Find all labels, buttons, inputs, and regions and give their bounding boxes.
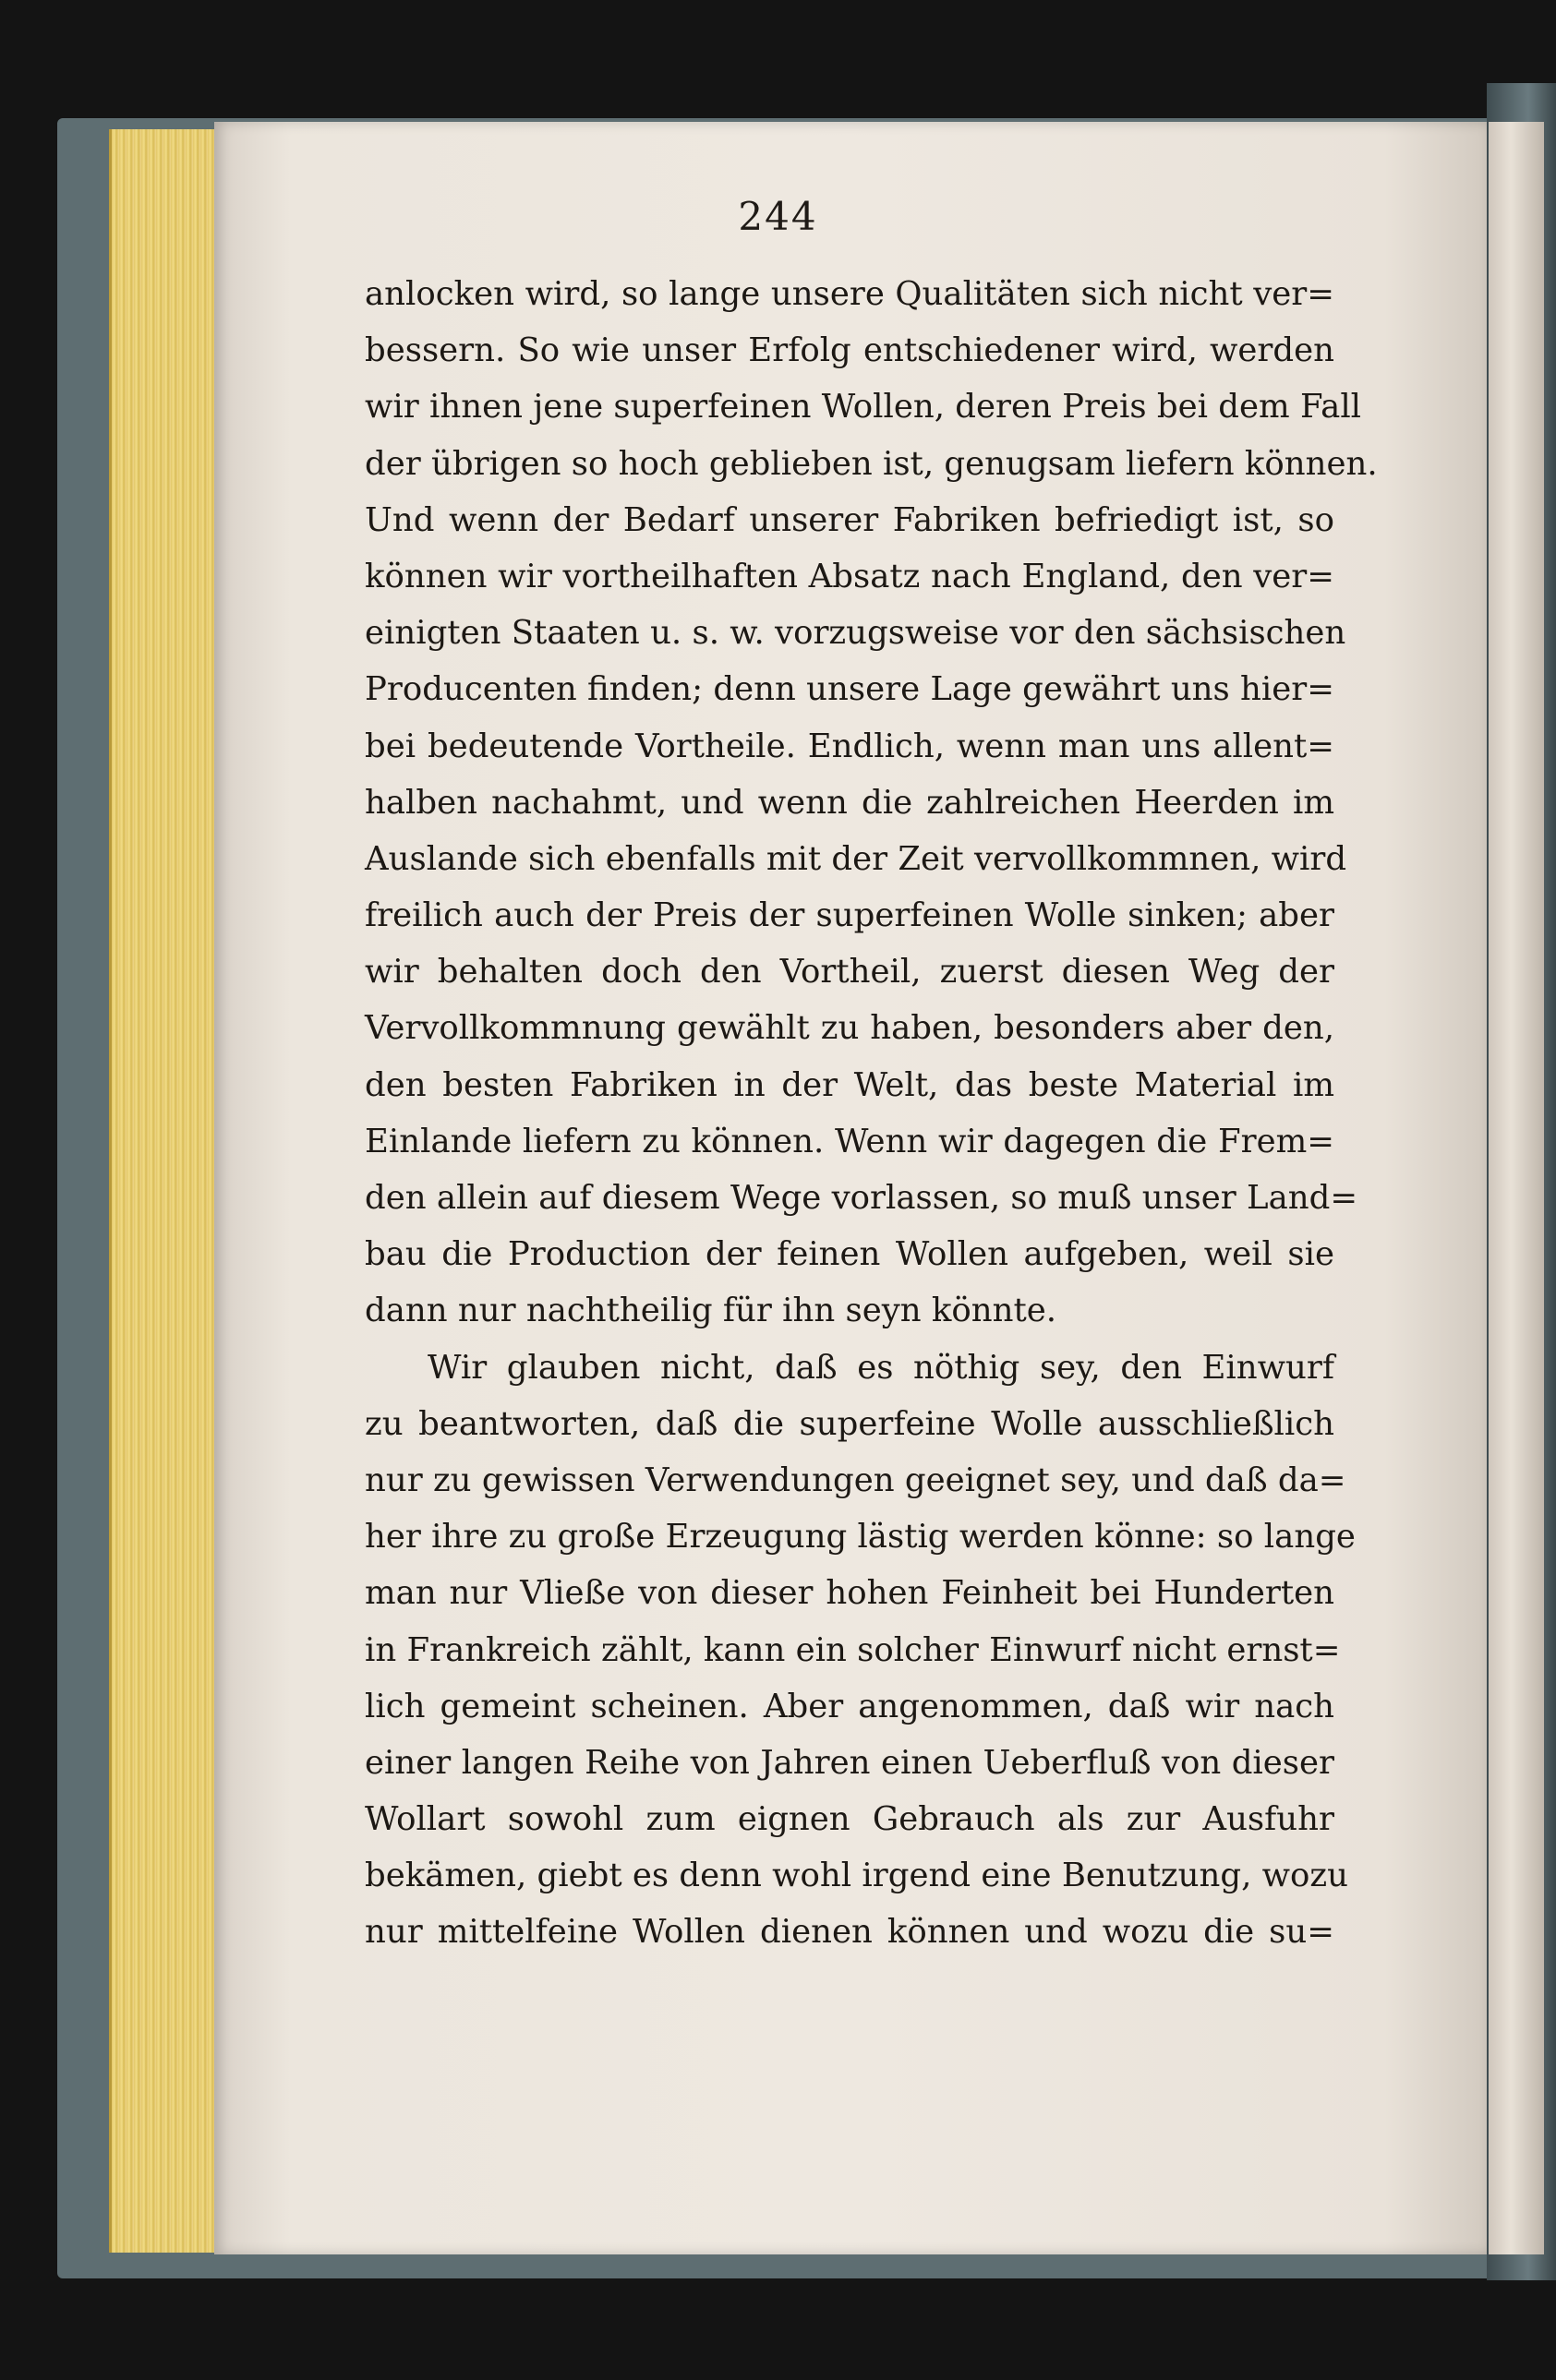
text-line: wir behalten doch den Vortheil, zuerst diesen Weg der	[365, 953, 1334, 992]
text-line: den allein auf diesem Wege vorlassen, so muß unser Land=	[365, 1179, 1358, 1217]
text-line-paragraph-start: Wir glauben nicht, daß es nöthig sey, den Einwurf	[428, 1348, 1334, 1387]
text-line: wir ihnen jene superfeinen Wollen, deren Preis bei dem Fall	[365, 388, 1362, 427]
text-line: nur mittelfeine Wollen dienen können und wozu die su=	[365, 1913, 1334, 1952]
text-line: her ihre zu große Erzeugung lästig werden könne: so lange	[365, 1518, 1356, 1557]
text-line: halben nachahmt, und wenn die zahlreichen Heerden im	[365, 783, 1334, 822]
text-line: bessern. So wie unser Erfolg entschiedener wird, werden	[365, 331, 1334, 370]
text-line: freilich auch der Preis der superfeinen Wolle sinken; aber	[365, 896, 1334, 935]
text-line: man nur Vließe von dieser hohen Feinheit bei Hunderten	[365, 1574, 1334, 1613]
text-line: einigten Staaten u. s. w. vorzugsweise vor den sächsischen	[365, 614, 1346, 653]
text-line: bei bedeutende Vortheile. Endlich, wenn man uns allent=	[365, 727, 1334, 765]
text-line: Vervollkommnung gewählt zu haben, besonders aber den,	[365, 1009, 1334, 1048]
text-line: Auslande sich ebenfalls mit der Zeit vervollkommnen, wird	[365, 839, 1347, 878]
text-line: einer langen Reihe von Jahren einen Ueberfluß von dieser	[365, 1743, 1334, 1782]
page-number: 244	[738, 194, 818, 239]
text-line: Wollart sowohl zum eignen Gebrauch als zur Ausfuhr	[365, 1800, 1334, 1839]
text-line: Einlande liefern zu können. Wenn wir dagegen die Frem=	[365, 1122, 1334, 1160]
text-line-paragraph-end: dann nur nachtheilig für ihn seyn könnte.	[365, 1292, 1057, 1330]
text-line: Producenten finden; denn unsere Lage gewährt uns hier=	[365, 670, 1334, 709]
text-line: den besten Fabriken in der Welt, das beste Material im	[365, 1065, 1334, 1104]
text-line: lich gemeint scheinen. Aber angenommen, daß wir nach	[365, 1687, 1334, 1725]
text-line: anlocken wird, so lange unsere Qualitäten sich nicht ver=	[365, 275, 1334, 313]
text-line: der übrigen so hoch geblieben ist, genugsam liefern können.	[365, 444, 1378, 483]
text-line: nur zu gewissen Verwendungen geeignet sey, und daß da=	[365, 1460, 1346, 1499]
text-line: zu beantworten, daß die superfeine Wolle ausschließlich	[365, 1404, 1334, 1443]
text-line: bekämen, giebt es denn wohl irgend eine Benutzung, wozu	[365, 1857, 1348, 1895]
facing-page-edge	[1489, 122, 1544, 2254]
page-body-text	[365, 266, 1378, 1961]
text-line: Und wenn der Bedarf unserer Fabriken befriedigt ist, so	[365, 500, 1334, 539]
text-line: bau die Production der feinen Wollen aufgeben, weil sie	[365, 1235, 1334, 1274]
text-line: können wir vortheilhaften Absatz nach England, den ver=	[365, 557, 1334, 595]
text-line: in Frankreich zählt, kann ein solcher Einwurf nicht ernst=	[365, 1630, 1341, 1669]
page-edges	[109, 129, 227, 2253]
